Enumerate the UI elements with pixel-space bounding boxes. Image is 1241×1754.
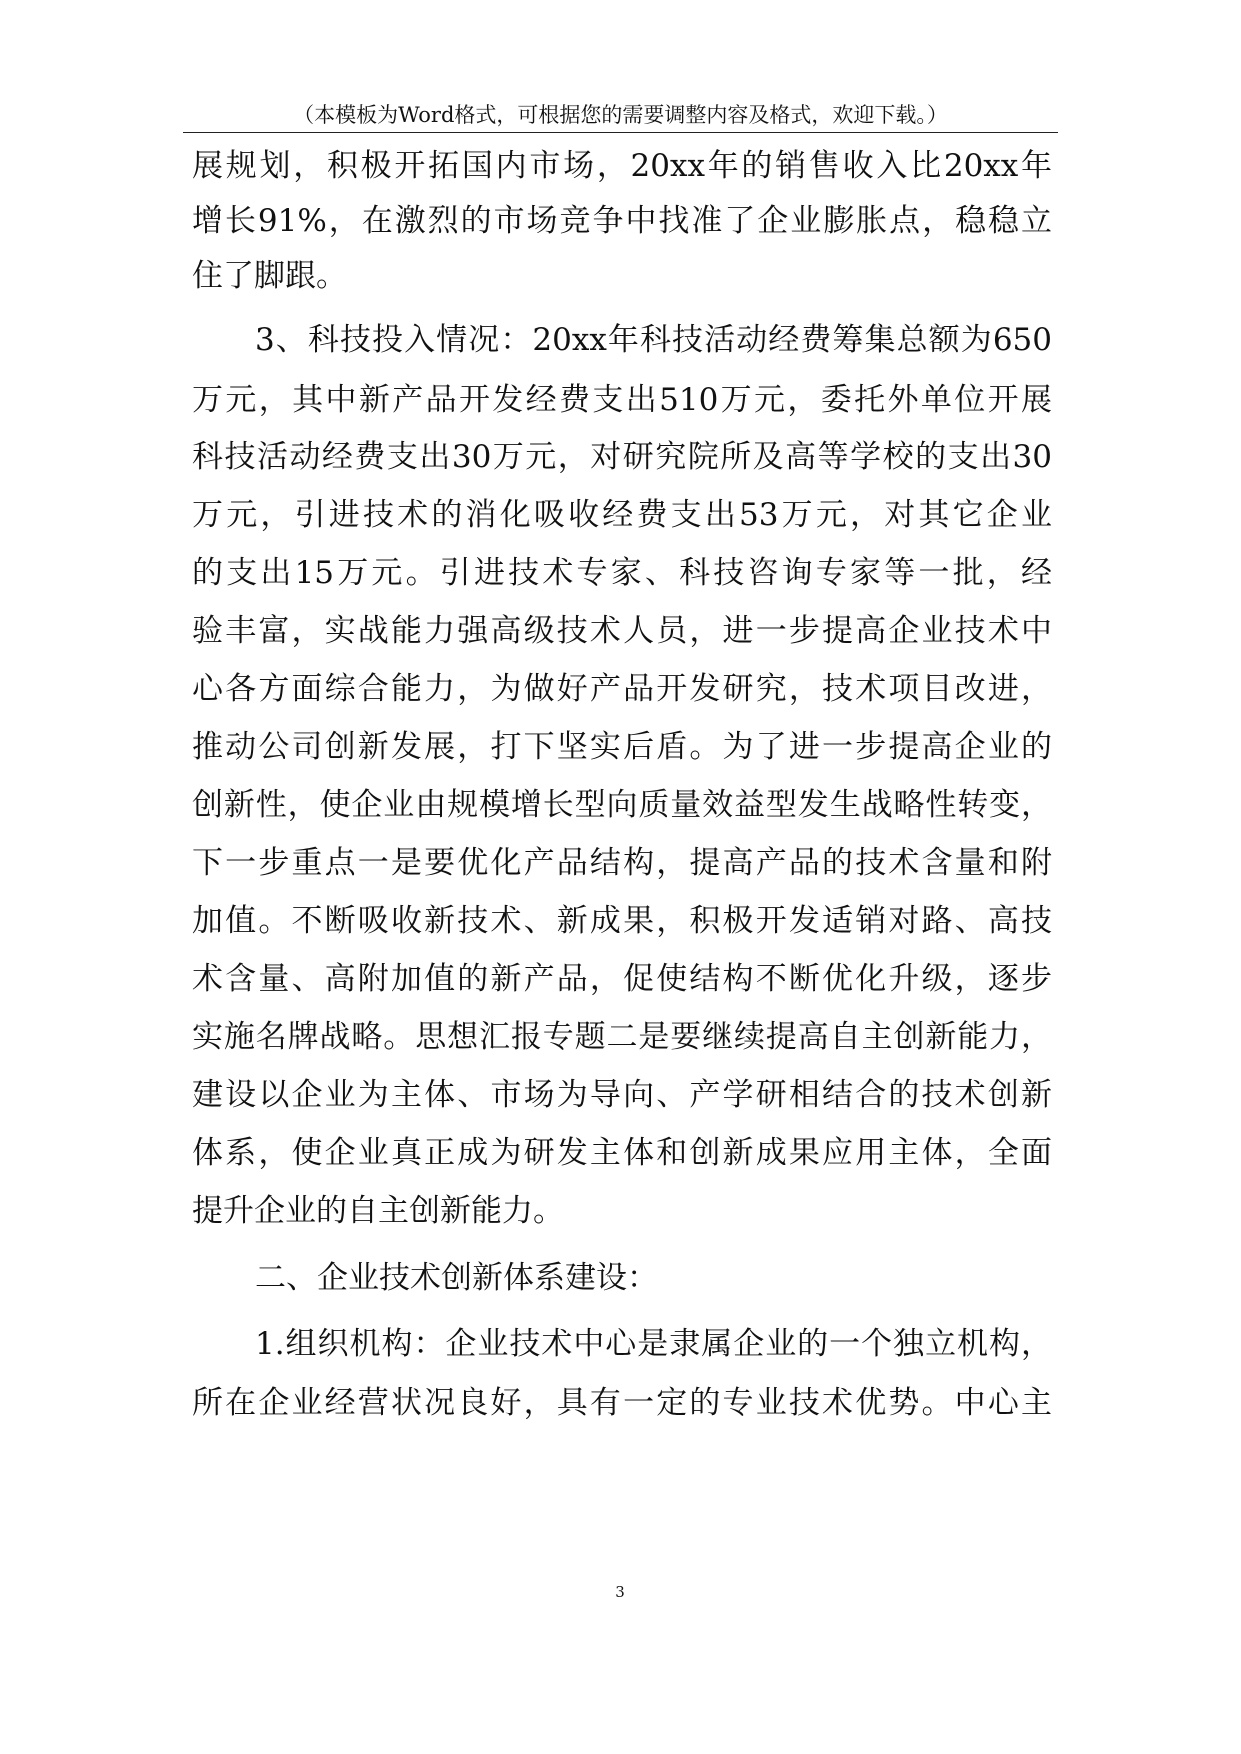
paragraph-line: 术含量、高附加值的新产品，促使结构不断优化升级，逐步: [192, 961, 1052, 997]
paragraph-line: 住了脚跟。: [192, 258, 347, 294]
paragraph-line: 的支出15万元。引进技术专家、科技咨询专家等一批，经: [192, 555, 1052, 591]
paragraph-line: 万元，其中新产品开发经费支出510万元，委托外单位开展: [192, 382, 1052, 418]
paragraph-line: 增长91%，在激烈的市场竞争中找准了企业膨胀点，稳稳立: [192, 203, 1052, 239]
header-divider: [183, 132, 1058, 133]
paragraph-line: 验丰富，实战能力强高级技术人员，进一步提高企业技术中: [192, 613, 1052, 649]
document-header-note: （本模板为Word格式，可根据您的需要调整内容及格式，欢迎下载。）: [293, 103, 948, 127]
paragraph-line: 展规划，积极开拓国内市场，20xx年的销售收入比20xx年: [192, 148, 1052, 184]
paragraph-line: 体系，使企业真正成为研发主体和创新成果应用主体，全面: [192, 1135, 1052, 1171]
paragraph-line: 1.组织机构：企业技术中心是隶属企业的一个独立机构，: [255, 1326, 1052, 1362]
paragraph-line: 科技活动经费支出30万元，对研究院所及高等学校的支出30: [192, 439, 1052, 475]
paragraph-line: 推动公司创新发展，打下坚实后盾。为了进一步提高企业的: [192, 729, 1052, 765]
paragraph-line: 实施名牌战略。思想汇报专题二是要继续提高自主创新能力，: [192, 1019, 1052, 1055]
paragraph-line: 建设以企业为主体、市场为导向、产学研相结合的技术创新: [192, 1077, 1052, 1113]
paragraph-line: 万元，引进技术的消化吸收经费支出53万元，对其它企业: [192, 497, 1052, 533]
paragraph-line: 创新性，使企业由规模增长型向质量效益型发生战略性转变，: [192, 787, 1052, 823]
paragraph-line: 3、科技投入情况：20xx年科技活动经费筹集总额为650: [255, 322, 1052, 358]
paragraph-line: 所在企业经营状况良好，具有一定的专业技术优势。中心主: [192, 1385, 1052, 1421]
paragraph-line: 加值。不断吸收新技术、新成果，积极开发适销对路、高技: [192, 903, 1052, 939]
paragraph-line: 提升企业的自主创新能力。: [192, 1193, 564, 1229]
page-number: 3: [615, 1583, 625, 1601]
paragraph-line: 下一步重点一是要优化产品结构，提高产品的技术含量和附: [192, 845, 1052, 881]
paragraph-line: 心各方面综合能力，为做好产品开发研究，技术项目改进，: [192, 671, 1052, 707]
section-heading: 二、企业技术创新体系建设：: [255, 1260, 658, 1296]
